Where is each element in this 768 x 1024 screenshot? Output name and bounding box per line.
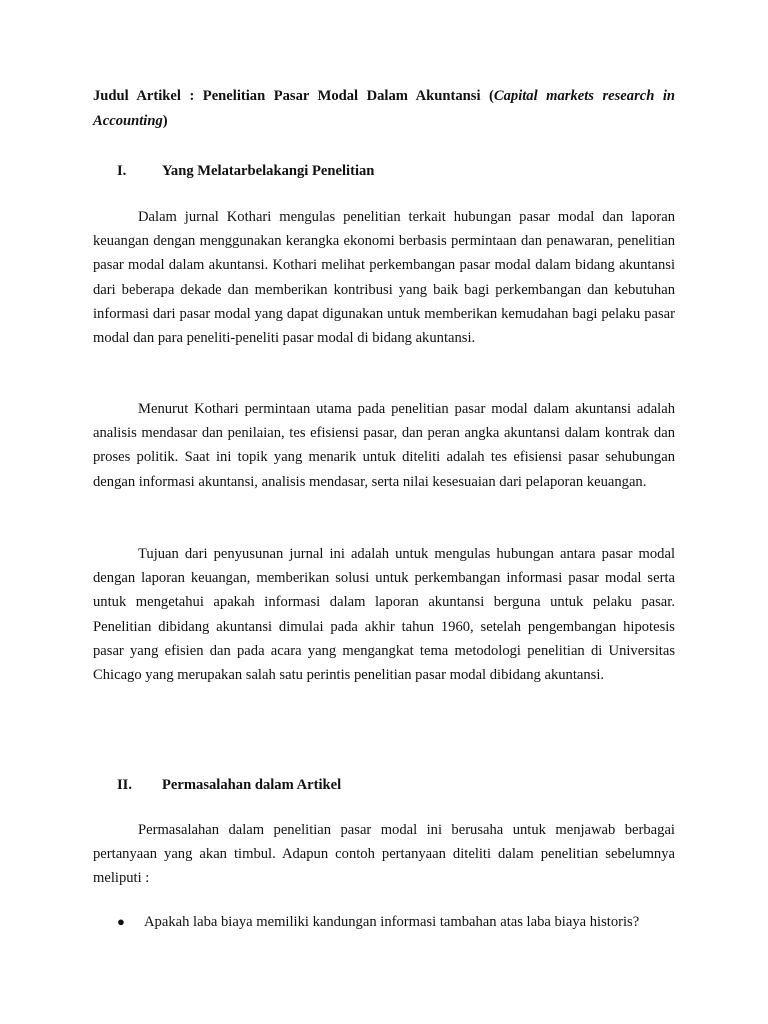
article-title bbox=[93, 84, 675, 134]
title-prefix: Judul Artikel : Penelitian Pasar Modal Dalam Akuntansi ( bbox=[93, 88, 494, 104]
bullet-icon: ● bbox=[117, 914, 125, 929]
list-item-text: Apakah laba biaya memiliki kandungan informasi tambahan atas laba biaya historis? bbox=[144, 914, 640, 930]
paragraph-2: Menurut Kothari permintaan utama pada penelitian pasar modal dalam akuntansi adalah analisis mendasar dan penilaian, tes efisiensi pasar, dan peran angka akuntansi dalam kontrak dan proses politik. Saat ini topik yang menarik untuk diteliti adalah tes efisiensi pasar sehubungan dengan informasi akuntansi, analisis mendasar, serta nilai kesesuaian dari pelaporan keuangan. bbox=[93, 401, 675, 490]
list-item bbox=[117, 910, 677, 934]
section-number: II. bbox=[117, 777, 133, 793]
section-heading-1 bbox=[117, 161, 374, 181]
section-heading-2 bbox=[117, 775, 341, 795]
title-italic: Capital markets research in Accounting bbox=[93, 88, 676, 129]
section-title: Permasalahan dalam Artikel bbox=[162, 777, 342, 793]
paragraph-3: Tujuan dari penyusunan jurnal ini adalah untuk mengulas hubungan antara pasar modal dengan laporan keuangan, memberikan solusi untuk perkembangan informasi pasar modal serta untuk mengetahui apakah informasi dalam laporan akuntansi berguna untuk pelaku pasar. Penelitian dibidang akuntansi dimulai pada akhir tahun 1960, setelah pengembangan hipotesis pasar yang efisien dan pada acara yang mengangkat tema metodologi penelitian di Universitas Chicago yang merupakan salah satu perintis penelitian pasar modal dibidang akuntansi. bbox=[93, 546, 675, 684]
title-suffix: ) bbox=[162, 113, 168, 129]
section-number: I. bbox=[117, 163, 127, 179]
paragraph-1: Dalam jurnal Kothari mengulas penelitian terkait hubungan pasar modal dan laporan keuangan dengan menggunakan kerangka ekonomi berbasis permintaan dan penawaran, penelitian pasar modal dalam akuntansi. Kothari melihat perkembangan pasar modal dalam bidang akuntansi dari beberapa dekade dan memberikan kontribusi yang baik bagi perkembangan dan kebutuhan informasi dari pasar modal yang dapat digunakan untuk memberikan kemudahan bagi pelaku pasar modal dan para peneliti-peneliti pasar modal di bidang akuntansi. bbox=[93, 209, 675, 347]
paragraph-4: Permasalahan dalam penelitian pasar modal ini berusaha untuk menjawab berbagai pertanyaan yang akan timbul. Adapun contoh pertanyaan diteliti dalam penelitian sebelumnya meliputi : bbox=[93, 822, 675, 887]
section-title: Yang Melatarbelakangi Penelitian bbox=[162, 163, 375, 179]
